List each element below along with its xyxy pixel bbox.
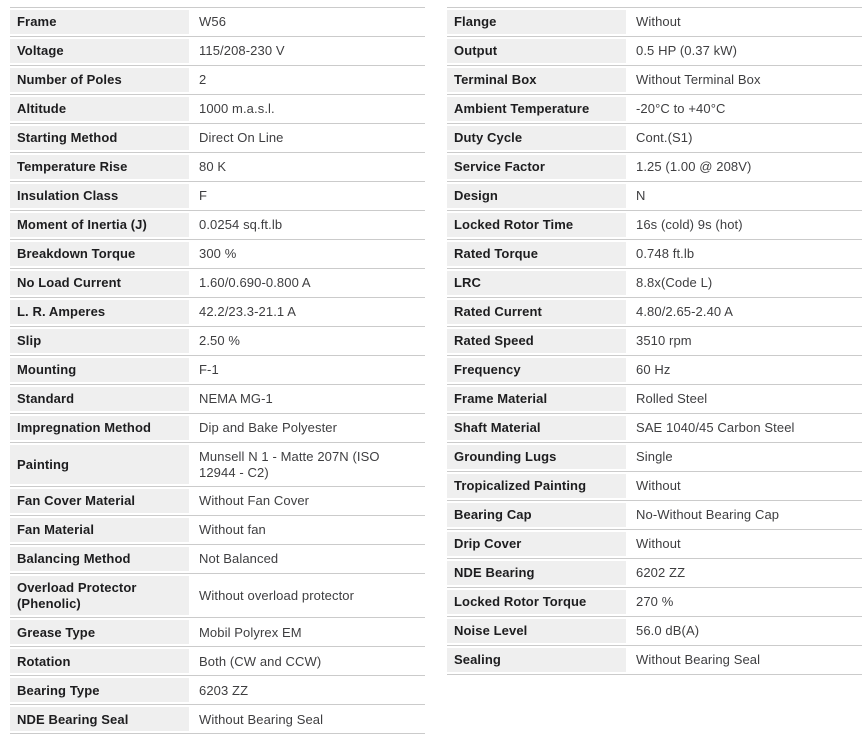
spec-row	[447, 443, 862, 472]
spec-value-text: 16s (cold) 9s (hot)	[636, 217, 743, 233]
spec-value-cell	[189, 155, 425, 179]
spec-row	[10, 95, 425, 124]
spec-row	[447, 530, 862, 559]
spec-label-text: Number of Poles	[17, 72, 122, 88]
spec-label-text: Bearing Cap	[454, 507, 532, 523]
spec-value-text: F	[199, 188, 208, 204]
spec-label-text: Ambient Temperature	[454, 101, 590, 117]
spec-value-cell	[626, 561, 862, 585]
spec-value-cell	[189, 576, 425, 615]
spec-value-cell	[189, 416, 425, 440]
spec-row	[447, 153, 862, 182]
spec-label-cell	[447, 445, 626, 469]
spec-row	[10, 37, 425, 66]
spec-label-cell	[10, 547, 189, 571]
spec-label-text: Mounting	[17, 362, 77, 378]
spec-row	[10, 516, 425, 545]
spec-row	[10, 414, 425, 443]
spec-label-text: Starting Method	[17, 130, 118, 146]
spec-label-text: Fan Cover Material	[17, 493, 136, 509]
spec-label-text: Output	[454, 43, 498, 59]
spec-value-cell	[189, 126, 425, 150]
spec-value-text: 1.60/0.690-0.800 A	[199, 275, 311, 291]
spec-value-cell	[189, 10, 425, 34]
spec-value-text: 2.50 %	[199, 333, 241, 349]
spec-label-cell	[447, 300, 626, 324]
spec-label-text: Grounding Lugs	[454, 449, 557, 465]
spec-value-cell	[189, 547, 425, 571]
spec-value-cell	[189, 649, 425, 673]
spec-value-text: Both (CW and CCW)	[199, 653, 322, 669]
spec-value-text: 1000 m.a.s.l.	[199, 101, 275, 117]
spec-row	[447, 327, 862, 356]
spec-value-text: No-Without Bearing Cap	[636, 507, 780, 523]
spec-label-text: Painting	[17, 456, 70, 472]
spec-row	[10, 66, 425, 95]
spec-value-text: 6202 ZZ	[636, 565, 686, 581]
spec-row	[447, 559, 862, 588]
spec-label-cell	[10, 10, 189, 34]
spec-row	[447, 617, 862, 646]
spec-label-cell	[10, 97, 189, 121]
spec-value-text: 0.748 ft.lb	[636, 246, 695, 262]
spec-label-text: L. R. Amperes	[17, 304, 106, 320]
spec-value-text: F-1	[199, 362, 219, 378]
spec-value-text: 0.5 HP (0.37 kW)	[636, 43, 738, 59]
spec-row	[447, 588, 862, 617]
spec-label-cell	[447, 358, 626, 382]
spec-row	[447, 646, 862, 675]
spec-label-text: Frequency	[454, 362, 521, 378]
spec-label-text: Fan Material	[17, 522, 95, 538]
spec-label-cell	[447, 619, 626, 643]
spec-value-text: Without Fan Cover	[199, 493, 310, 509]
spec-row	[447, 95, 862, 124]
spec-row	[10, 676, 425, 705]
spec-label-cell	[447, 474, 626, 498]
spec-label-text: Standard	[17, 391, 75, 407]
spec-row	[447, 124, 862, 153]
spec-label-text: No Load Current	[17, 275, 122, 291]
spec-value-text: NEMA MG-1	[199, 391, 273, 407]
spec-value-text: Without fan	[199, 522, 266, 538]
spec-value-cell	[189, 271, 425, 295]
spec-label-text: Design	[454, 188, 498, 204]
spec-value-cell	[626, 126, 862, 150]
spec-value-cell	[626, 213, 862, 237]
spec-label-cell	[447, 648, 626, 672]
spec-value-cell	[626, 329, 862, 353]
spec-label-text: Altitude	[17, 101, 67, 117]
spec-value-text: Without	[636, 536, 681, 552]
spec-row	[10, 487, 425, 516]
spec-label-text: Impregnation Method	[17, 420, 152, 436]
spec-row	[447, 211, 862, 240]
spec-label-cell	[10, 300, 189, 324]
spec-label-cell	[447, 503, 626, 527]
spec-label-cell	[10, 576, 189, 615]
spec-row	[447, 182, 862, 211]
spec-label-cell	[447, 561, 626, 585]
spec-label-cell	[447, 97, 626, 121]
spec-row	[10, 705, 425, 734]
spec-label-cell	[447, 10, 626, 34]
spec-label-text: Moment of Inertia (J)	[17, 217, 147, 233]
spec-value-cell	[189, 242, 425, 266]
spec-value-text: -20°C to +40°C	[636, 101, 726, 117]
spec-value-cell	[189, 39, 425, 63]
spec-value-cell	[626, 648, 862, 672]
spec-value-text: Without Bearing Seal	[636, 652, 761, 668]
spec-label-cell	[10, 329, 189, 353]
spec-value-cell	[189, 213, 425, 237]
spec-label-cell	[447, 68, 626, 92]
spec-value-text: Single	[636, 449, 673, 465]
spec-value-text: W56	[199, 14, 227, 30]
spec-label-text: Breakdown Torque	[17, 246, 136, 262]
spec-label-cell	[10, 242, 189, 266]
spec-label-text: Tropicalized Painting	[454, 478, 587, 494]
spec-value-text: Not Balanced	[199, 551, 279, 567]
spec-value-text: 270 %	[636, 594, 674, 610]
spec-row	[447, 501, 862, 530]
spec-value-text: 3510 rpm	[636, 333, 692, 349]
spec-label-text: Frame	[17, 14, 57, 30]
spec-value-cell	[626, 358, 862, 382]
spec-row	[447, 66, 862, 95]
spec-label-text: Duty Cycle	[454, 130, 523, 146]
spec-value-cell	[189, 489, 425, 513]
spec-row	[447, 298, 862, 327]
spec-table-left	[10, 7, 425, 734]
spec-label-text: Rated Torque	[454, 246, 539, 262]
spec-row	[447, 269, 862, 298]
spec-value-text: Without	[636, 14, 681, 30]
spec-label-cell	[447, 184, 626, 208]
spec-row	[447, 8, 862, 37]
spec-value-cell	[189, 184, 425, 208]
spec-value-text: Without overload protector	[199, 587, 355, 603]
spec-value-cell	[626, 474, 862, 498]
spec-value-cell	[626, 68, 862, 92]
spec-label-text: Shaft Material	[454, 420, 541, 436]
spec-label-text: Rated Speed	[454, 333, 534, 349]
spec-row	[447, 472, 862, 501]
spec-value-text: Without Terminal Box	[636, 72, 761, 88]
spec-label-cell	[447, 213, 626, 237]
spec-row	[447, 385, 862, 414]
spec-value-cell	[626, 619, 862, 643]
spec-label-cell	[10, 126, 189, 150]
spec-label-text: Noise Level	[454, 623, 528, 639]
spec-value-text: 0.0254 sq.ft.lb	[199, 217, 283, 233]
spec-label-text: Slip	[17, 333, 42, 349]
spec-value-cell	[189, 707, 425, 731]
spec-value-cell	[626, 184, 862, 208]
spec-value-text: 1.25 (1.00 @ 208V)	[636, 159, 752, 175]
spec-label-text: Rotation	[17, 653, 71, 669]
spec-value-cell	[189, 68, 425, 92]
spec-row	[10, 153, 425, 182]
spec-row	[10, 240, 425, 269]
spec-value-text: Without	[636, 478, 681, 494]
spec-value-cell	[189, 678, 425, 702]
spec-label-cell	[447, 242, 626, 266]
spec-table-right	[447, 7, 862, 675]
spec-label-cell	[447, 39, 626, 63]
spec-row	[10, 618, 425, 647]
spec-label-text: NDE Bearing	[454, 565, 535, 581]
spec-row	[10, 385, 425, 414]
spec-value-text: 60 Hz	[636, 362, 671, 378]
spec-value-cell	[626, 242, 862, 266]
spec-row	[10, 182, 425, 211]
spec-label-cell	[447, 271, 626, 295]
spec-value-text: 8.8x(Code L)	[636, 275, 713, 291]
spec-label-cell	[447, 590, 626, 614]
spec-label-text: Locked Rotor Time	[454, 217, 574, 233]
spec-label-cell	[447, 416, 626, 440]
spec-value-text: N	[636, 188, 646, 204]
spec-label-cell	[10, 39, 189, 63]
spec-label-text: Grease Type	[17, 624, 96, 640]
spec-label-cell	[10, 271, 189, 295]
spec-value-cell	[626, 387, 862, 411]
spec-label-text: Terminal Box	[454, 72, 537, 88]
spec-row	[10, 269, 425, 298]
spec-label-text: Balancing Method	[17, 551, 131, 567]
spec-label-cell	[447, 532, 626, 556]
spec-value-cell	[626, 155, 862, 179]
spec-value-text: 300 %	[199, 246, 237, 262]
spec-value-cell	[189, 358, 425, 382]
spec-label-cell	[10, 445, 189, 484]
spec-value-text: Rolled Steel	[636, 391, 708, 407]
spec-row	[447, 414, 862, 443]
spec-value-text: 2	[199, 72, 207, 88]
spec-value-cell	[626, 590, 862, 614]
spec-row	[10, 356, 425, 385]
spec-value-text: 56.0 dB(A)	[636, 623, 700, 639]
spec-value-text: SAE 1040/45 Carbon Steel	[636, 420, 795, 436]
spec-label-text: Service Factor	[454, 159, 546, 175]
spec-label-text: NDE Bearing Seal	[17, 711, 129, 727]
spec-label-cell	[447, 329, 626, 353]
spec-label-text: LRC	[454, 275, 482, 291]
spec-value-text: Cont.(S1)	[636, 130, 693, 146]
spec-row	[10, 647, 425, 676]
spec-row	[10, 443, 425, 487]
spec-row	[447, 37, 862, 66]
spec-value-cell	[189, 620, 425, 644]
spec-value-text: 42.2/23.3-21.1 A	[199, 304, 297, 320]
spec-value-text: Without Bearing Seal	[199, 711, 324, 727]
spec-label-cell	[447, 155, 626, 179]
spec-value-text: Dip and Bake Polyester	[199, 420, 338, 436]
spec-label-text: Sealing	[454, 652, 501, 668]
spec-label-text: Bearing Type	[17, 682, 100, 698]
spec-label-cell	[10, 68, 189, 92]
spec-label-cell	[447, 387, 626, 411]
spec-value-text: Direct On Line	[199, 130, 284, 146]
spec-value-cell	[189, 387, 425, 411]
spec-row	[447, 356, 862, 385]
spec-label-text: Rated Current	[454, 304, 542, 320]
spec-value-cell	[626, 10, 862, 34]
spec-value-cell	[626, 445, 862, 469]
spec-row	[10, 327, 425, 356]
spec-label-cell	[10, 184, 189, 208]
spec-label-cell	[10, 649, 189, 673]
spec-label-text: Insulation Class	[17, 188, 119, 204]
spec-value-cell	[626, 532, 862, 556]
spec-label-cell	[447, 126, 626, 150]
spec-value-text: Mobil Polyrex EM	[199, 624, 302, 640]
spec-label-cell	[10, 707, 189, 731]
spec-value-cell	[189, 329, 425, 353]
spec-label-text: Flange	[454, 14, 497, 30]
spec-label-cell	[10, 155, 189, 179]
spec-value-text: 80 K	[199, 159, 227, 175]
spec-label-text: Overload Protector (Phenolic)	[17, 580, 137, 611]
spec-value-cell	[626, 416, 862, 440]
spec-row	[10, 574, 425, 618]
spec-value-cell	[626, 39, 862, 63]
spec-label-cell	[10, 213, 189, 237]
spec-row	[10, 545, 425, 574]
spec-row	[10, 211, 425, 240]
spec-label-text: Drip Cover	[454, 536, 522, 552]
spec-value-cell	[189, 445, 425, 484]
spec-value-cell	[626, 300, 862, 324]
spec-value-text: Munsell N 1 - Matte 207N (ISO 12944 - C2)	[199, 449, 380, 480]
spec-value-text: 4.80/2.65-2.40 A	[636, 304, 734, 320]
spec-row	[447, 240, 862, 269]
spec-label-text: Temperature Rise	[17, 159, 128, 175]
spec-value-cell	[626, 97, 862, 121]
spec-label-cell	[10, 678, 189, 702]
spec-value-cell	[189, 97, 425, 121]
spec-row	[10, 8, 425, 37]
spec-label-text: Locked Rotor Torque	[454, 594, 587, 610]
spec-label-cell	[10, 489, 189, 513]
spec-label-text: Frame Material	[454, 391, 548, 407]
spec-value-cell	[189, 518, 425, 542]
spec-value-text: 6203 ZZ	[199, 682, 249, 698]
spec-label-cell	[10, 416, 189, 440]
spec-label-cell	[10, 518, 189, 542]
spec-label-cell	[10, 358, 189, 382]
spec-label-cell	[10, 387, 189, 411]
spec-row	[10, 298, 425, 327]
spec-value-cell	[626, 271, 862, 295]
spec-row	[10, 124, 425, 153]
spec-label-text: Voltage	[17, 43, 64, 59]
spec-value-cell	[189, 300, 425, 324]
spec-value-cell	[626, 503, 862, 527]
spec-value-text: 115/208-230 V	[199, 43, 285, 59]
spec-label-cell	[10, 620, 189, 644]
